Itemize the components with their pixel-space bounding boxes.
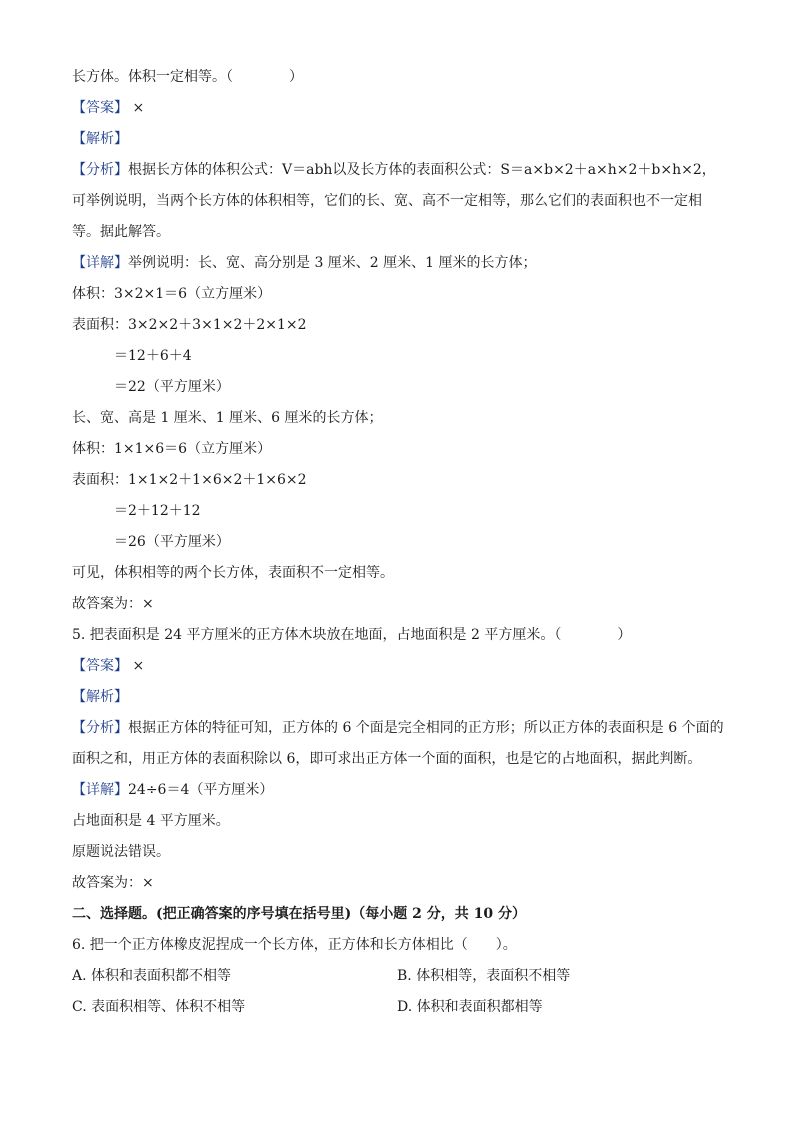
- q4-detail-3: 表面积：3×2×2＋3×1×2＋2×1×2: [72, 317, 307, 333]
- q5-analysis: [72, 713, 726, 775]
- q4-detail-2: 体积：3×2×1＝6（立方厘米）: [72, 286, 272, 302]
- q4-detail-5: ＝22（平方厘米）: [114, 379, 230, 395]
- q5-jiexi-tag: 【解析】: [72, 689, 128, 705]
- document-page: [72, 62, 726, 1023]
- q5-stem: 5. 把表面积是 24 平方厘米的正方体木块放在地面，占地面积是 2 平方厘米。（ ）: [72, 627, 632, 643]
- q4-detail-8: 表面积：1×1×2＋1×6×2＋1×6×2: [72, 472, 307, 488]
- detail-tag: 【详解】: [72, 782, 128, 798]
- q4-tail: 长方体。体积一定相等。（ ）: [72, 69, 303, 85]
- detail-text: 24÷6＝4（平方厘米）: [128, 782, 274, 798]
- option-c: C. 表面积相等、体积不相等: [72, 999, 246, 1015]
- q4-final-answer: 故答案为：×: [72, 596, 154, 612]
- q5-detail-3: 原题说法错误。: [72, 844, 170, 860]
- option-b: B. 体积相等，表面积不相等: [397, 968, 571, 984]
- q5-detail-2: 占地面积是 4 平方厘米。: [72, 813, 230, 829]
- option-d: D. 体积和表面积都相等: [397, 999, 543, 1015]
- answer-value: ×: [132, 100, 145, 116]
- q5-detail-1: [72, 775, 726, 806]
- q4-jiexi-tag: 【解析】: [72, 131, 128, 147]
- q4-detail-1: [72, 248, 726, 279]
- answer-tag: 【答案】: [72, 658, 128, 674]
- analysis-text: 根据长方体的体积公式：V＝abh以及长方体的表面积公式：S＝a×b×2＋a×h×2＋b×h×2，可举例说明，当两个长方体的体积相等，它们的长、宽、高不一定相等，那么它们的表面积也不一定相等。据此解答。: [72, 162, 716, 240]
- answer-tag: 【答案】: [72, 100, 128, 116]
- q4-detail-4: ＝12＋6＋4: [114, 348, 192, 364]
- q4-detail-7: 体积：1×1×6＝6（立方厘米）: [72, 441, 272, 457]
- q4-detail-6: 长、宽、高是 1 厘米、1 厘米、6 厘米的长方体；: [72, 410, 383, 426]
- option-a: A. 体积和表面积都不相等: [72, 968, 232, 984]
- q4-analysis: [72, 155, 726, 248]
- q6-stem: 6. 把一个正方体橡皮泥捏成一个长方体，正方体和长方体相比（ ）。: [72, 937, 517, 953]
- section-heading: 二、选择题。(把正确答案的序号填在括号里)（每小题 2 分，共 10 分）: [72, 906, 526, 922]
- q4-detail-10: ＝26（平方厘米）: [114, 534, 230, 550]
- detail-tag: 【详解】: [72, 255, 128, 271]
- q6-options-row-1: [72, 961, 726, 992]
- analysis-tag: 【分析】: [72, 720, 128, 736]
- q4-answer: [72, 93, 726, 124]
- q5-final-answer: 故答案为：×: [72, 875, 154, 891]
- analysis-tag: 【分析】: [72, 162, 128, 178]
- detail-text: 举例说明：长、宽、高分别是 3 厘米、2 厘米、1 厘米的长方体；: [128, 255, 537, 271]
- q4-detail-9: ＝2＋12＋12: [114, 503, 201, 519]
- analysis-text: 根据正方体的特征可知，正方体的 6 个面是完全相同的正方形；所以正方体的表面积是 6 个面的面积之和，用正方体的表面积除以 6，即可求出正方体一个面的面积，也是它的占地面积，据此判断。: [72, 720, 724, 767]
- q5-answer: [72, 651, 726, 682]
- q4-conclusion: 可见，体积相等的两个长方体，表面积不一定相等。: [72, 565, 394, 581]
- answer-value: ×: [132, 658, 145, 674]
- q6-options-row-2: [72, 992, 726, 1023]
